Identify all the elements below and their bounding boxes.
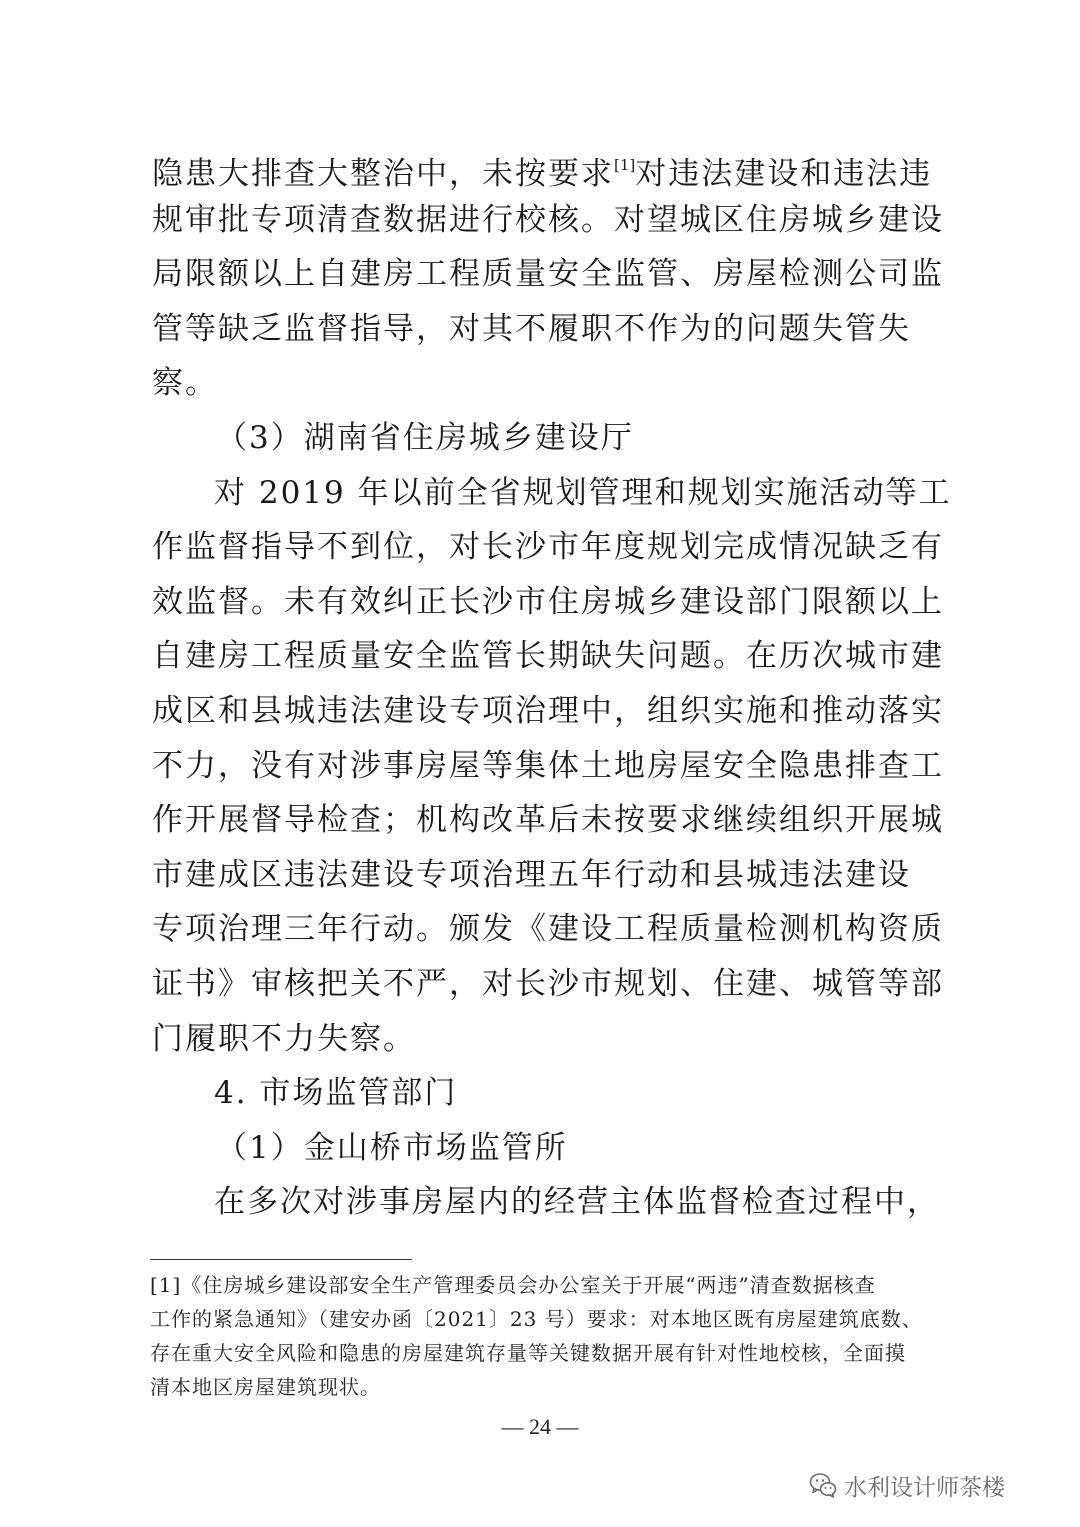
body-line-17: 门履职不力失察。 (152, 1020, 416, 1057)
footnote-divider (150, 1259, 412, 1260)
body-line-3: 局限额以上自建房工程质量安全监管、房屋检测公司监 (152, 256, 944, 293)
footnote-line-1: [1]《住房城乡建设部安全生产管理委员会办公室关于开展“两违”清查数据核查 (150, 1273, 876, 1297)
body-line-7: 对 2019 年以前全省规划管理和规划实施活动等工 (214, 474, 952, 511)
watermark (808, 1468, 1005, 1502)
body-line-20: 在多次对涉事房屋内的经营主体监督检查过程中， (214, 1184, 940, 1221)
footnote-line-2: 工作的紧急通知》（建安办函〔2021〕23 号）要求：对本地区既有房屋建筑底数、 (150, 1307, 923, 1331)
wechat-icon (808, 1470, 838, 1500)
footnote-line-4: 清本地区房屋建筑现状。 (150, 1375, 381, 1399)
body-line-1-text-cont: 对违法建设和违法违 (635, 156, 933, 192)
body-line-10: 自建房工程质量安全监管长期缺失问题。在历次城市建 (152, 638, 944, 675)
body-line-1 (152, 138, 942, 193)
body-line-12: 不力，没有对涉事房屋等集体土地房屋安全隐患排查工 (152, 747, 944, 784)
body-line-15: 专项治理三年行动。颁发《建设工程质量检测机构资质 (152, 911, 944, 948)
footnote-ref-1[interactable]: [1] (614, 156, 636, 174)
body-line-9: 效监督。未有效纠正长沙市住房城乡建设部门限额以上 (152, 583, 944, 620)
body-text (152, 138, 952, 1230)
body-line-14: 市建成区违法建设专项治理五年行动和县城违法建设 (152, 856, 911, 893)
footnote (150, 1268, 950, 1404)
watermark-text: 水利设计师茶楼 (844, 1474, 1005, 1501)
subsection-heading-1: （1）金山桥市场监管所 (216, 1129, 568, 1166)
body-line-1-text: 隐患大排查大整治中，未按要求 (152, 156, 614, 192)
body-line-16: 证书》审核把关不严，对长沙市规划、住建、城管等部 (152, 965, 944, 1002)
page-number: — 24 — (501, 1414, 579, 1439)
body-line-4: 管等缺乏监督指导，对其不履职不作为的问题失管失 (152, 310, 911, 347)
section-heading-4: 4. 市场监管部门 (214, 1075, 458, 1112)
section-heading-3: （3）湖南省住房城乡建设厅 (216, 419, 634, 456)
body-line-13: 作开展督导检查；机构改革后未按要求继续组织开展城 (152, 802, 944, 839)
footnote-line-3: 存在重大安全风险和隐患的房屋建筑存量等关键数据开展有针对性地校核，全面摸 (150, 1341, 906, 1365)
body-line-5: 察。 (152, 365, 218, 402)
body-line-8: 作监督指导不到位，对长沙市年度规划完成情况缺乏有 (152, 529, 944, 566)
body-line-11: 成区和县城违法建设专项治理中，组织实施和推动落实 (152, 692, 944, 729)
body-line-2: 规审批专项清查数据进行校核。对望城区住房城乡建设 (152, 201, 944, 238)
